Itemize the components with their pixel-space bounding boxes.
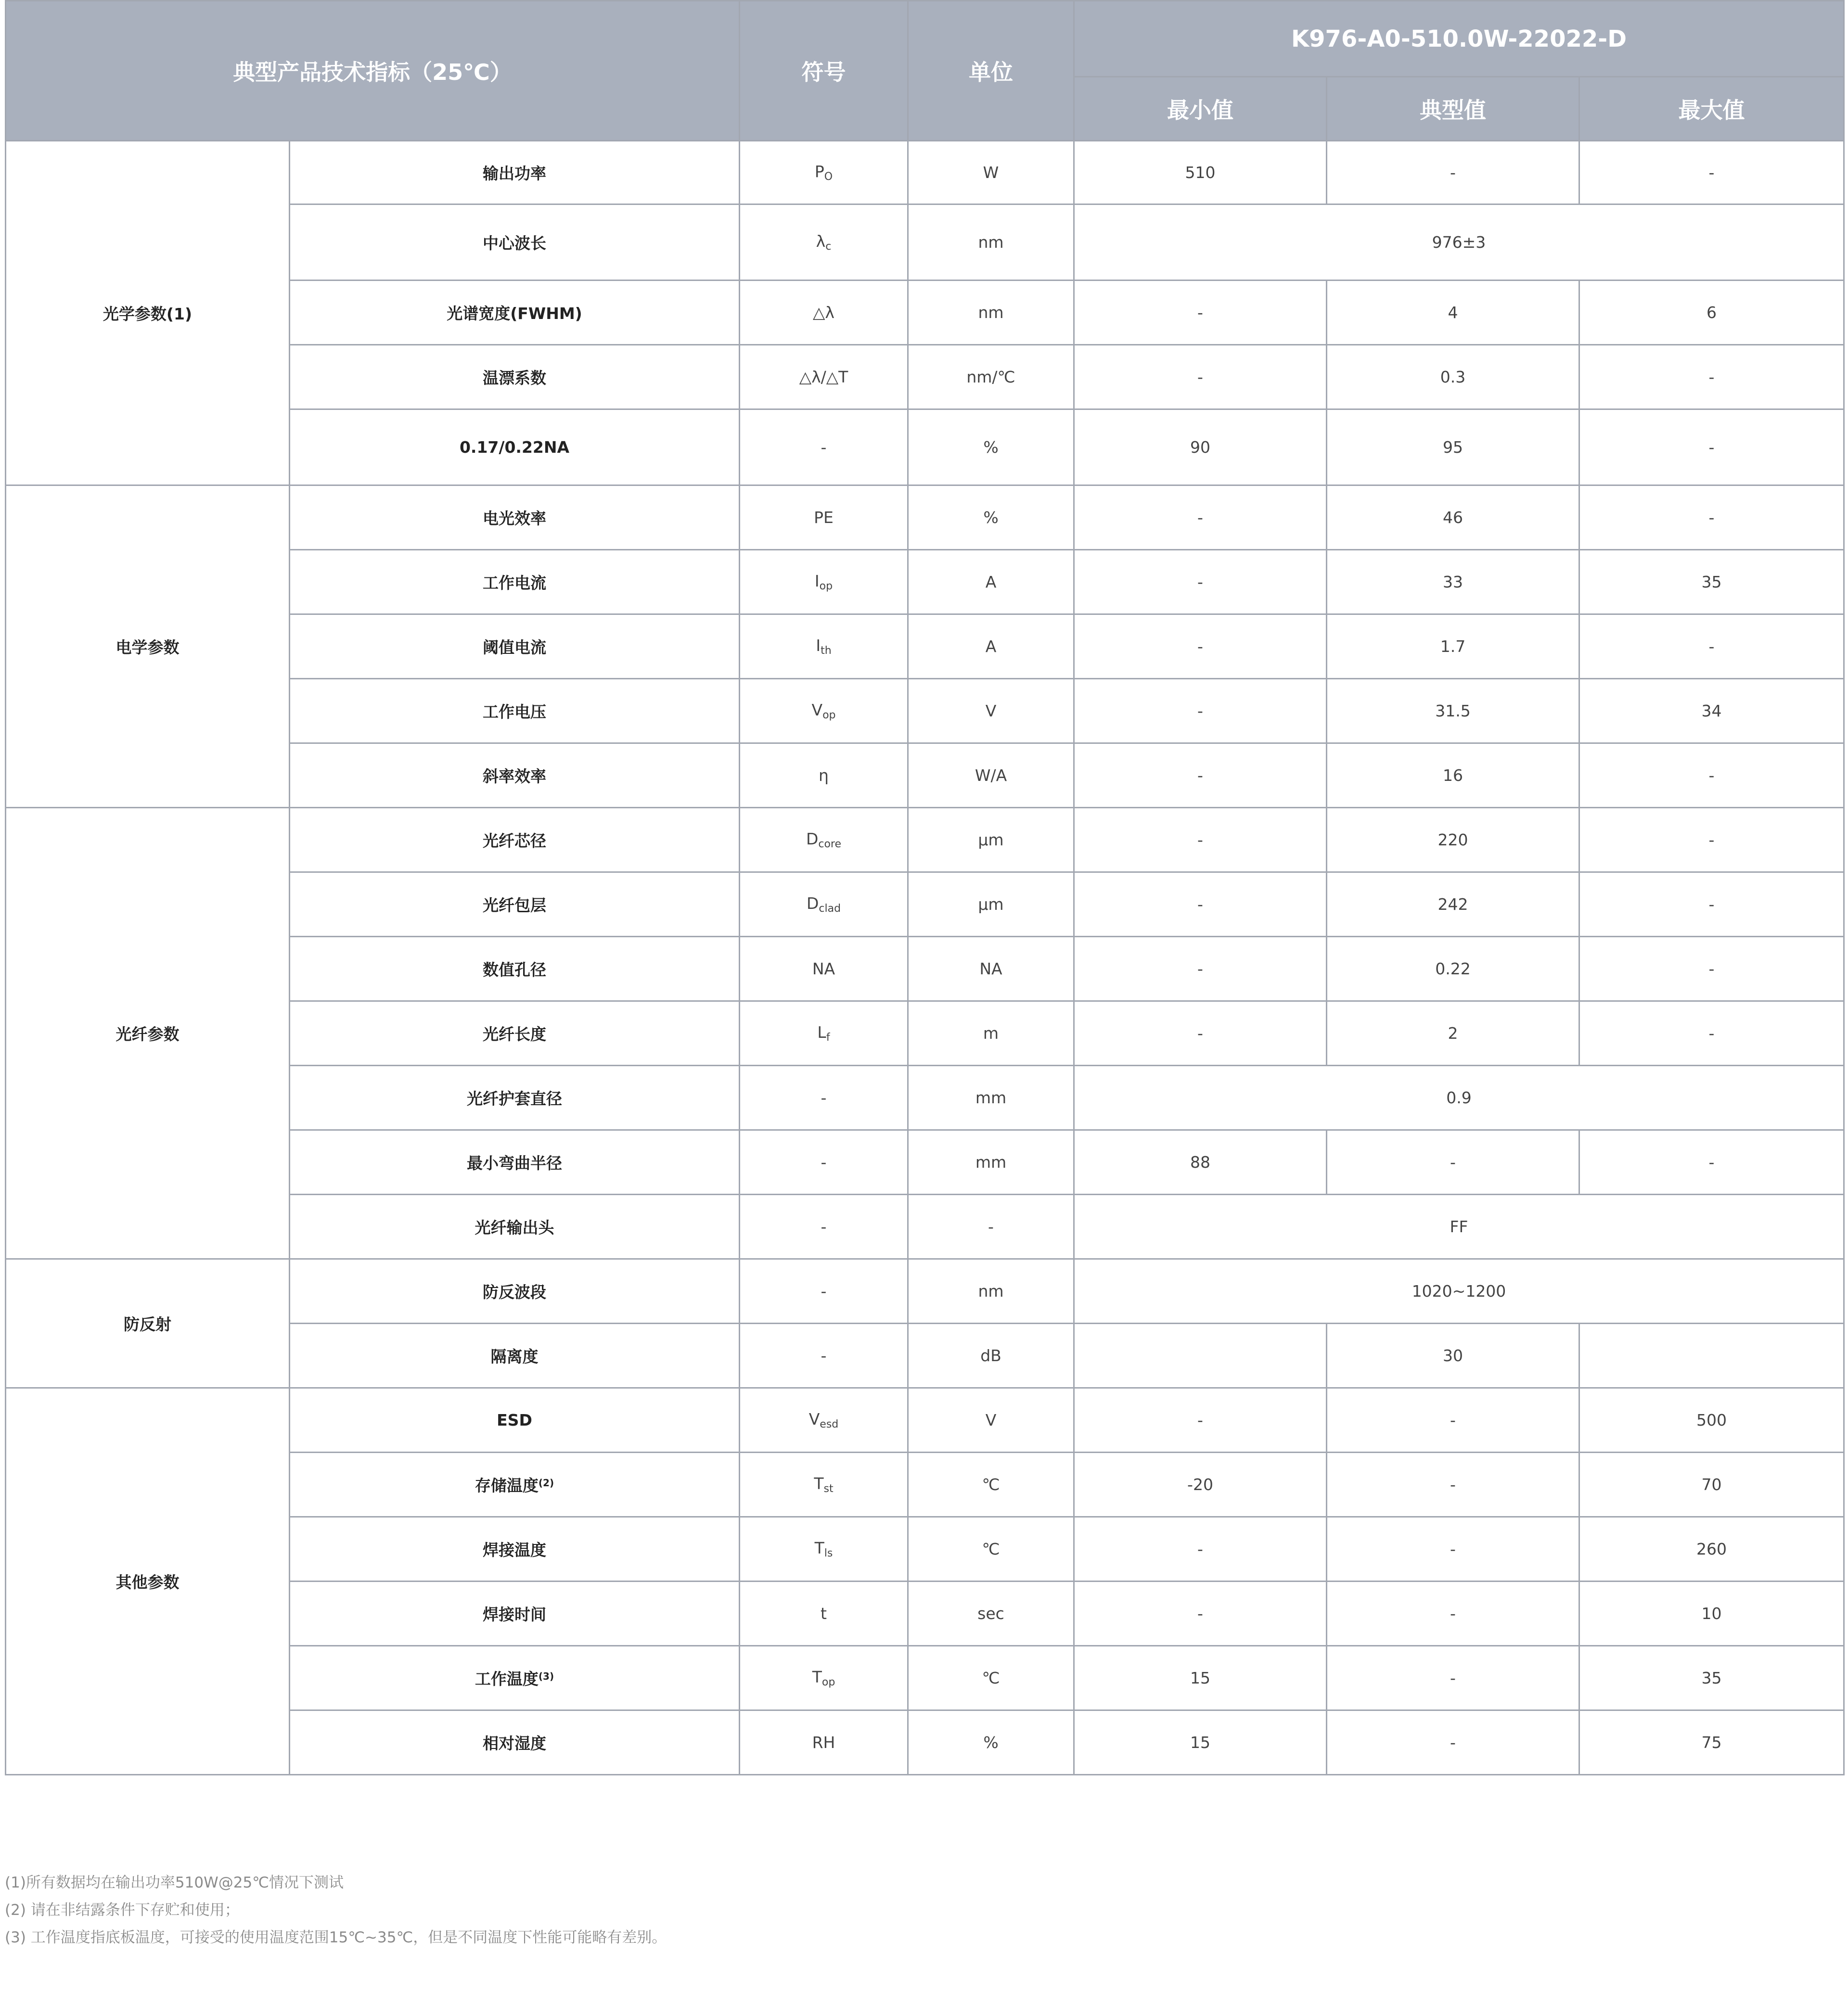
value-typ: 0.3 (1327, 345, 1579, 409)
header-min: 最小值 (1074, 77, 1327, 141)
param-name: 防反波段 (290, 1259, 740, 1324)
value-span: 0.9 (1074, 1066, 1844, 1130)
spec-table (5, 0, 1845, 1775)
header-model: K976-A0-510.0W-22022-D (1074, 1, 1844, 77)
value-min: - (1074, 937, 1327, 1001)
param-symbol: $L_f$ (740, 1001, 908, 1066)
value-typ: - (1327, 1517, 1579, 1582)
param-unit: nm (908, 1259, 1074, 1324)
header-typ: 典型值 (1327, 77, 1579, 141)
param-symbol: - (740, 1195, 908, 1259)
value-min (1074, 1324, 1327, 1388)
param-name: 光纤护套直径 (290, 1066, 740, 1130)
param-symbol: △λ/△T (740, 345, 908, 409)
param-unit: nm (908, 281, 1074, 345)
param-unit: V (908, 1388, 1074, 1453)
param-symbol: $D_{clad}$ (740, 872, 908, 937)
param-symbol: $T_{ls}$ (740, 1517, 908, 1582)
value-min: 90 (1074, 409, 1327, 485)
header-spec-title: 典型产品技术指标（25℃） (6, 1, 740, 141)
value-min: - (1074, 679, 1327, 743)
param-symbol: △λ (740, 281, 908, 345)
header-unit: 单位 (908, 1, 1074, 141)
category-other: 其他参数 (6, 1388, 290, 1775)
param-symbol: $I_{op}$ (740, 550, 908, 614)
param-symbol: - (740, 1324, 908, 1388)
category-antireflection: 防反射 (6, 1259, 290, 1388)
value-max: - (1579, 937, 1844, 1001)
value-min: 88 (1074, 1130, 1327, 1195)
value-min: - (1074, 1517, 1327, 1582)
category-optical: 光学参数(1) (6, 141, 290, 485)
value-max: - (1579, 872, 1844, 937)
param-symbol: $T_{st}$ (740, 1453, 908, 1517)
param-symbol: - (740, 409, 908, 485)
value-typ: 242 (1327, 872, 1579, 937)
param-name: 相对湿度 (290, 1710, 740, 1775)
param-name: 输出功率 (290, 141, 740, 204)
spec-table-container (5, 0, 1843, 1775)
param-name: 电光效率 (290, 485, 740, 550)
param-unit: A (908, 614, 1074, 679)
value-max: - (1579, 614, 1844, 679)
param-unit: % (908, 409, 1074, 485)
param-name: 焊接温度 (290, 1517, 740, 1582)
param-symbol: NA (740, 937, 908, 1001)
value-min: - (1074, 345, 1327, 409)
value-max: 35 (1579, 550, 1844, 614)
value-min: 510 (1074, 141, 1327, 204)
param-symbol: t (740, 1582, 908, 1646)
param-name: 存储温度$^{(2)}$ (290, 1453, 740, 1517)
value-min: - (1074, 808, 1327, 872)
param-name: 焊接时间 (290, 1582, 740, 1646)
table-row (6, 141, 1844, 204)
param-name: 工作电压 (290, 679, 740, 743)
param-unit: μm (908, 872, 1074, 937)
param-unit: ℃ (908, 1646, 1074, 1710)
param-name: 光纤芯径 (290, 808, 740, 872)
param-unit: m (908, 1001, 1074, 1066)
param-unit: ℃ (908, 1453, 1074, 1517)
value-typ: 30 (1327, 1324, 1579, 1388)
value-typ: 16 (1327, 743, 1579, 808)
param-unit: % (908, 485, 1074, 550)
param-unit: W/A (908, 743, 1074, 808)
param-unit: V (908, 679, 1074, 743)
value-max (1579, 1324, 1844, 1388)
value-max: - (1579, 743, 1844, 808)
value-typ: 4 (1327, 281, 1579, 345)
param-name: 光纤包层 (290, 872, 740, 937)
table-row (6, 808, 1844, 872)
value-typ: - (1327, 1710, 1579, 1775)
value-min: - (1074, 1388, 1327, 1453)
value-typ: 31.5 (1327, 679, 1579, 743)
value-max: 70 (1579, 1453, 1844, 1517)
value-max: - (1579, 1001, 1844, 1066)
param-name: 工作电流 (290, 550, 740, 614)
value-max: 260 (1579, 1517, 1844, 1582)
param-name: 0.17/0.22NA (290, 409, 740, 485)
value-max: 6 (1579, 281, 1844, 345)
table-row (6, 485, 1844, 550)
param-unit: nm (908, 204, 1074, 281)
value-max: 35 (1579, 1646, 1844, 1710)
param-unit: % (908, 1710, 1074, 1775)
param-name: 温漂系数 (290, 345, 740, 409)
value-min: - (1074, 1582, 1327, 1646)
param-unit: sec (908, 1582, 1074, 1646)
value-typ: 2 (1327, 1001, 1579, 1066)
value-span: FF (1074, 1195, 1844, 1259)
param-symbol: $\lambda_c$ (740, 204, 908, 281)
footnote-3: (3) 工作温度指底板温度，可接受的使用温度范围15℃~35℃，但是不同温度下性能可能略有差别。 (5, 1929, 667, 1946)
value-typ: - (1327, 1130, 1579, 1195)
table-row (6, 1388, 1844, 1453)
param-name: 工作温度$^{(3)}$ (290, 1646, 740, 1710)
value-typ: - (1327, 1388, 1579, 1453)
param-symbol: $V_{op}$ (740, 679, 908, 743)
footnote-1: (1)所有数据均在输出功率510W@25℃情况下测试 (5, 1874, 344, 1891)
value-min: - (1074, 743, 1327, 808)
param-unit: A (908, 550, 1074, 614)
param-unit: W (908, 141, 1074, 204)
param-unit: μm (908, 808, 1074, 872)
param-name: ESD (290, 1388, 740, 1453)
param-symbol: RH (740, 1710, 908, 1775)
value-min: - (1074, 281, 1327, 345)
value-max: - (1579, 1130, 1844, 1195)
param-symbol: - (740, 1066, 908, 1130)
param-symbol: PE (740, 485, 908, 550)
value-typ: 1.7 (1327, 614, 1579, 679)
value-max: 500 (1579, 1388, 1844, 1453)
category-fiber: 光纤参数 (6, 808, 290, 1259)
param-unit: ℃ (908, 1517, 1074, 1582)
param-name: 隔离度 (290, 1324, 740, 1388)
value-typ: - (1327, 1582, 1579, 1646)
value-typ: - (1327, 141, 1579, 204)
param-name: 光纤输出头 (290, 1195, 740, 1259)
value-max: - (1579, 485, 1844, 550)
param-symbol: $T_{op}$ (740, 1646, 908, 1710)
value-typ: 0.22 (1327, 937, 1579, 1001)
param-name: 光纤长度 (290, 1001, 740, 1066)
value-min: -20 (1074, 1453, 1327, 1517)
param-symbol: - (740, 1259, 908, 1324)
value-typ: 220 (1327, 808, 1579, 872)
value-typ: - (1327, 1646, 1579, 1710)
header-symbol: 符号 (740, 1, 908, 141)
param-name: 斜率效率 (290, 743, 740, 808)
param-name: 阈值电流 (290, 614, 740, 679)
value-max: - (1579, 409, 1844, 485)
value-min: 15 (1074, 1646, 1327, 1710)
value-min: - (1074, 1001, 1327, 1066)
value-min: 15 (1074, 1710, 1327, 1775)
value-typ: 33 (1327, 550, 1579, 614)
param-symbol: $V_{esd}$ (740, 1388, 908, 1453)
value-span: 976±3 (1074, 204, 1844, 281)
value-typ: 95 (1327, 409, 1579, 485)
value-min: - (1074, 485, 1327, 550)
category-electrical: 电学参数 (6, 485, 290, 808)
value-max: 75 (1579, 1710, 1844, 1775)
param-symbol: η (740, 743, 908, 808)
param-symbol: - (740, 1130, 908, 1195)
param-unit: mm (908, 1066, 1074, 1130)
footnotes (5, 1869, 667, 1952)
table-row (6, 1259, 1844, 1324)
param-name: 最小弯曲半径 (290, 1130, 740, 1195)
value-typ: - (1327, 1453, 1579, 1517)
value-max: - (1579, 808, 1844, 872)
value-typ: 46 (1327, 485, 1579, 550)
param-unit: NA (908, 937, 1074, 1001)
spec-table-body (6, 141, 1844, 1775)
value-min: - (1074, 872, 1327, 937)
param-name: 中心波长 (290, 204, 740, 281)
param-symbol: $P_O$ (740, 141, 908, 204)
value-min: - (1074, 614, 1327, 679)
footnote-2: (2) 请在非结露条件下存贮和使用； (5, 1901, 240, 1919)
value-max: - (1579, 141, 1844, 204)
value-span: 1020~1200 (1074, 1259, 1844, 1324)
param-symbol: $I_{th}$ (740, 614, 908, 679)
value-max: 34 (1579, 679, 1844, 743)
param-unit: - (908, 1195, 1074, 1259)
param-unit: nm/℃ (908, 345, 1074, 409)
param-name: 数值孔径 (290, 937, 740, 1001)
header-max: 最大值 (1579, 77, 1844, 141)
param-unit: dB (908, 1324, 1074, 1388)
value-max: 10 (1579, 1582, 1844, 1646)
value-max: - (1579, 345, 1844, 409)
param-unit: mm (908, 1130, 1074, 1195)
param-name: 光谱宽度(FWHM) (290, 281, 740, 345)
param-symbol: $D_{core}$ (740, 808, 908, 872)
value-min: - (1074, 550, 1327, 614)
